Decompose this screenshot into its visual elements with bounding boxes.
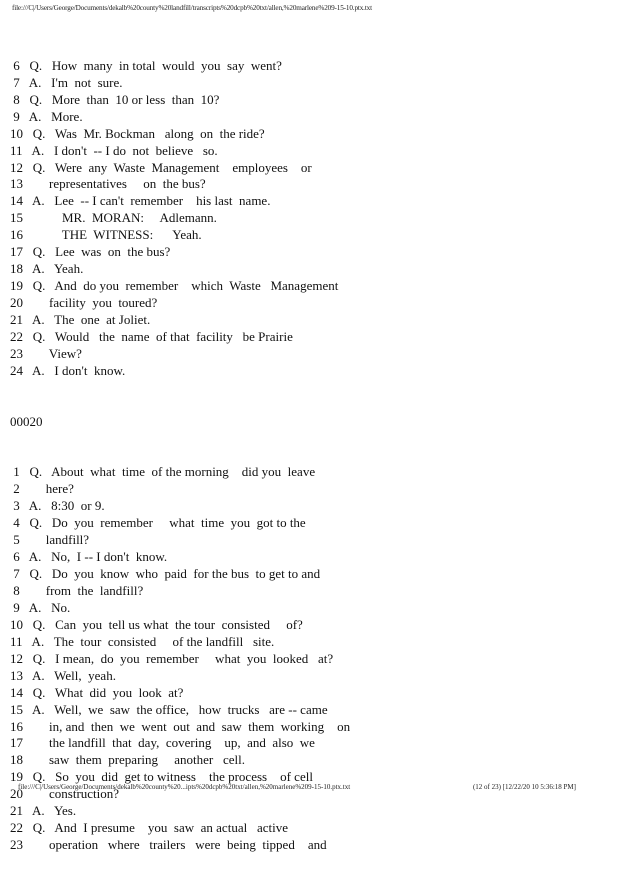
transcript-line: 8 from the landfill?: [10, 583, 144, 599]
transcript-line: 7 A. I'm not sure.: [10, 74, 123, 90]
transcript-line: 6 A. No, I -- I don't know.: [10, 549, 168, 565]
transcript-line: 3 A. 8:30 or 9.: [10, 498, 105, 514]
transcript-line: 15 A. Well, we saw the office, how trucks are -- came: [10, 701, 328, 717]
transcript-line: 20 construction?: [10, 786, 120, 802]
footer-path: file:///C|/Users/George/Documents/dekalb%20county%20...ipts%20dcpb%20txt/allen,%20marlene%209-15-10.ptx.txt: [18, 783, 351, 791]
transcript-line: 9 A. More.: [10, 108, 83, 124]
transcript-line: 22 Q. And I presume you saw an actual active: [10, 820, 288, 836]
transcript-line: 19 Q. So you did get to witness the process of cell: [10, 769, 313, 785]
transcript-line: 5 landfill?: [10, 532, 90, 548]
transcript-line: 14 Q. What did you look at?: [10, 684, 184, 700]
footer-page-info: (12 of 23) [12/22/20 10 5:36:18 PM]: [472, 783, 576, 791]
file-path-header: file:///C|/Users/George/Documents/dekalb%20county%20landfill/transcripts%20dcpb%20txt/allen,%20marlene%209-15-10.ptx.txt: [12, 4, 372, 12]
transcript-line: 7 Q. Do you know who paid for the bus to get to and: [10, 566, 321, 582]
transcript-line: 15 MR. MORAN: Adlemann.: [10, 210, 217, 226]
transcript-line: 9 A. No.: [10, 599, 71, 615]
transcript-line: 13 representatives on the bus?: [10, 176, 206, 192]
transcript-line: 1 Q. About what time of the morning did you leave: [10, 464, 316, 480]
transcript-line: 16 THE WITNESS: Yeah.: [10, 227, 202, 243]
transcript-line: 23 View?: [10, 345, 82, 361]
transcript-line: 6 Q. How many in total would you say went?: [10, 57, 282, 73]
transcript-line: 10 Q. Was Mr. Bockman along on the ride?: [10, 125, 265, 141]
file-path-footer: [18, 783, 608, 791]
transcript-line: 20 facility you toured?: [10, 295, 158, 311]
transcript-line: 18 saw them preparing another cell.: [10, 752, 246, 768]
transcript-line: 14 A. Lee -- I can't remember his last name.: [10, 193, 271, 209]
transcript-line: 10 Q. Can you tell us what the tour consisted of?: [10, 616, 303, 632]
transcript-line: 2 here?: [10, 481, 74, 497]
transcript-lines-page-20: [10, 464, 350, 854]
transcript-line: 4 Q. Do you remember what time you got to the: [10, 515, 306, 531]
transcript-line: 22 Q. Would the name of that facility be Prairie: [10, 328, 293, 344]
transcript-text: [10, 24, 350, 871]
page-marker: 00020: [10, 413, 43, 429]
transcript-line: 19 Q. And do you remember which Waste Management: [10, 278, 339, 294]
transcript-line: 8 Q. More than 10 or less than 10?: [10, 91, 220, 107]
transcript-line: 11 A. I don't -- I do not believe so.: [10, 142, 218, 158]
transcript-line: 17 the landfill that day, covering up, and also we: [10, 735, 315, 751]
transcript-lines-page-19: [10, 58, 350, 380]
transcript-line: 24 A. I don't know.: [10, 362, 126, 378]
transcript-line: 16 in, and then we went out and saw them working on: [10, 718, 351, 734]
transcript-line: 13 A. Well, yeah.: [10, 667, 116, 683]
transcript-line: 11 A. The tour consisted of the landfill site.: [10, 633, 275, 649]
transcript-line: 12 Q. Were any Waste Management employees or: [10, 159, 312, 175]
transcript-line: 23 operation where trailers were being tipped and: [10, 837, 327, 853]
transcript-line: 12 Q. I mean, do you remember what you looked at?: [10, 650, 334, 666]
transcript-line: 17 Q. Lee was on the bus?: [10, 244, 171, 260]
transcript-line: 18 A. Yeah.: [10, 261, 84, 277]
transcript-line: 21 A. The one at Joliet.: [10, 311, 151, 327]
transcript-line: 21 A. Yes.: [10, 803, 77, 819]
